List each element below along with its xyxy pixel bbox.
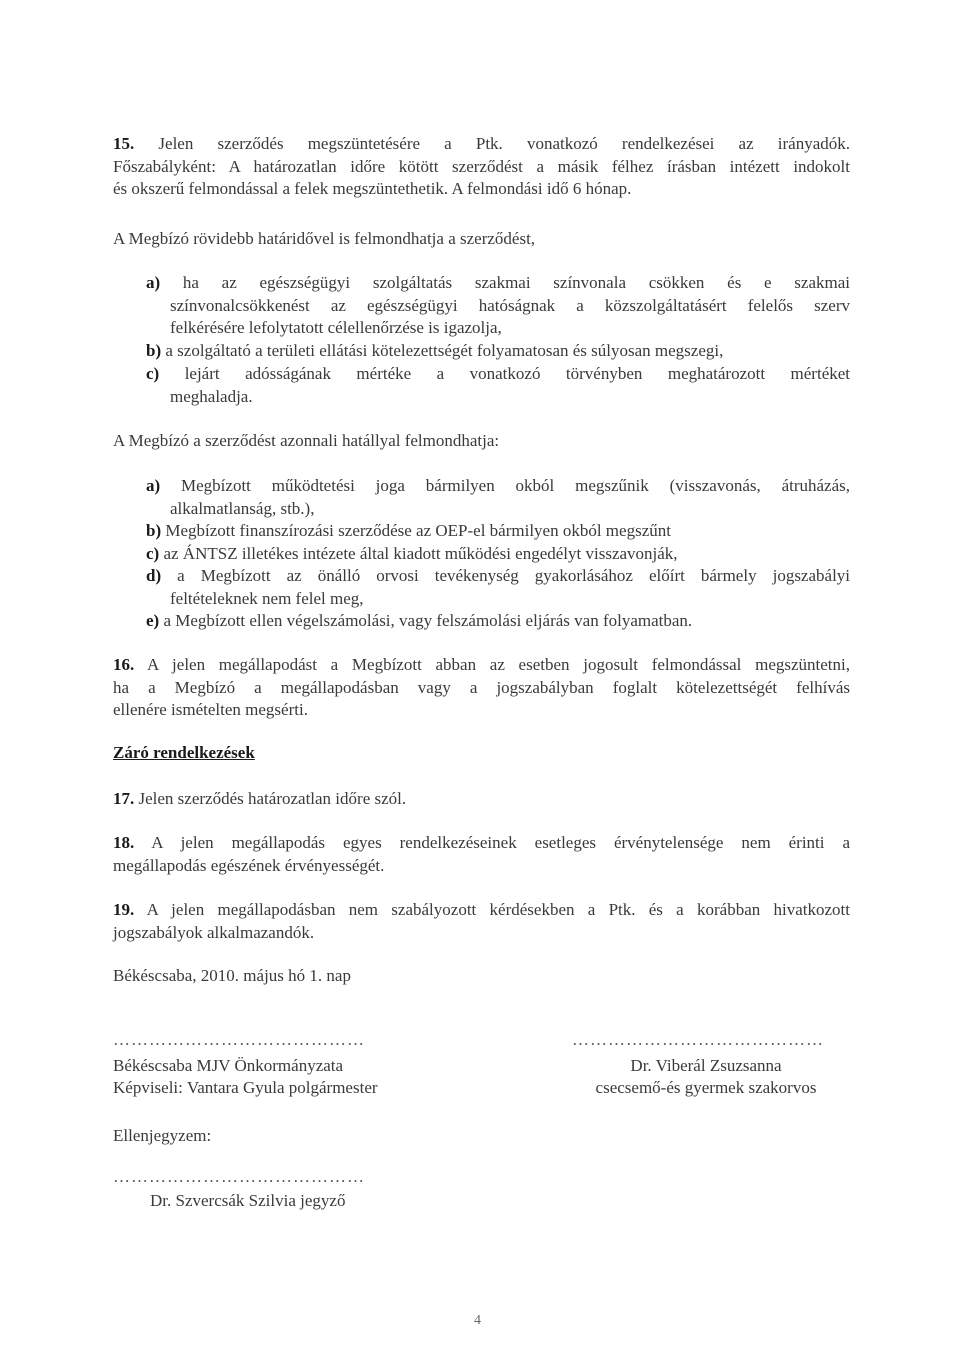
section-16 <box>113 654 850 722</box>
signature-line-right: …………………………………… <box>572 1030 824 1049</box>
list-item-text: feltételeknek nem felel meg, <box>170 588 364 608</box>
section-text: Jelen szerződés megszüntetésére a Ptk. vonatkozó rendelkezései az irányadók. <box>158 134 851 153</box>
list-item-label: c) <box>146 544 160 563</box>
list-item-label: e) <box>146 611 160 630</box>
signature-block-left <box>113 1055 378 1099</box>
section-text: ellenére ismételten megsérti. <box>113 700 308 719</box>
signatory-name: Dr. Viberál Zsuzsanna <box>630 1056 782 1075</box>
list-item-label: a) <box>146 476 161 495</box>
section-text: ha a Megbízó a megállapodásban vagy a jogszabályban foglalt kötelezettségét felhívás <box>113 677 850 697</box>
list-item-text: meghaladja. <box>170 386 253 406</box>
section-text: A jelen megállapodás egyes rendelkezéseinek esetleges érvénytelensége nem érinti a <box>151 833 851 852</box>
immediate-notice-intro: A Megbízó a szerződést azonnali hatállyal felmondhatja: <box>113 431 500 450</box>
closing-provisions-heading: Záró rendelkezések <box>113 743 255 762</box>
list-item-text: felkérésére lefolytatott célellenőrzése is igazolja, <box>170 318 502 337</box>
section-text: A jelen megállapodást a Megbízott abban az esetben jogosult felmondással megszüntetni, <box>147 655 850 674</box>
place-date: Békéscsaba, 2010. május hó 1. nap <box>113 966 351 985</box>
list-item-label: c) <box>146 364 160 383</box>
list-item-text: a Megbízott az önálló orvosi tevékenység gyakorlásához előírt bármely jogszabályi <box>177 566 851 585</box>
section-15-line-2: Főszabályként: A határozatlan időre kötött szerződést a másik félhez írásban intézett indokolt <box>113 156 850 176</box>
section-number: 18. <box>113 833 135 852</box>
section-text: megállapodás egészének érvényességét. <box>113 855 385 875</box>
section-19 <box>113 899 850 944</box>
list-item-label: b) <box>146 521 162 540</box>
list-item <box>146 520 850 543</box>
list-item <box>146 475 850 520</box>
shorter-notice-intro: A Megbízó rövidebb határidővel is felmondhatja a szerződést, <box>113 229 536 248</box>
list-item <box>146 565 850 610</box>
list-item <box>146 272 850 340</box>
list-item-text: a szolgáltató a területi ellátási kötelezettségét folyamatosan és súlyosan megszegi, <box>165 341 724 360</box>
section-15-line-3: és okszerű felmondással a felek megszüntethetik. A felmondási idő 6 hónap. <box>113 179 632 198</box>
section-text: Jelen szerződés határozatlan időre szól. <box>138 789 407 808</box>
section-text: A jelen megállapodásban nem szabályozott kérdésekben a Ptk. és a korábban hivatkozott <box>146 900 850 919</box>
signature-block-right <box>576 1055 836 1099</box>
list-item-text: az ÁNTSZ illetékes intézete által kiadott működési engedélyt visszavonják, <box>163 544 678 563</box>
list-item-label: b) <box>146 341 162 360</box>
section-text: jogszabályok alkalmazandók. <box>113 922 315 942</box>
section-number: 19. <box>113 900 135 919</box>
signature-line-notary: …………………………………… <box>113 1167 365 1186</box>
list-item-text: Megbízott működtetési joga bármilyen okból megszűnik (visszavonás, átruházás, <box>181 476 850 495</box>
list-item-text: ha az egészségügyi szolgáltatás szakmai színvonala csökken és e szakmai <box>182 273 851 292</box>
section-number: 15. <box>113 134 135 153</box>
countersign-label: Ellenjegyzem: <box>113 1126 212 1145</box>
section-15-line-1 <box>113 133 850 156</box>
list-item-text: színvonalcsökkenést az egészségügyi hatóságnak a közszolgáltatásért felelős szerv <box>170 295 850 315</box>
list-item-text: a Megbízott ellen végelszámolási, vagy felszámolási eljárás van folyamatban. <box>163 611 693 630</box>
list-item-text: Megbízott finanszírozási szerződése az OEP-el bármilyen okból megszűnt <box>165 521 671 540</box>
signatory-name: Békéscsaba MJV Önkormányzata <box>113 1056 344 1075</box>
list-item-text: alkalmatlanság, stb.), <box>170 498 315 518</box>
list-item <box>146 543 850 566</box>
list-item-label: d) <box>146 566 162 585</box>
section-15 <box>113 133 850 201</box>
list-item <box>146 363 850 408</box>
list-item <box>146 610 850 633</box>
list-item-text: lejárt adósságának mértéke a vonatkozó törvényben meghatározott mértéket <box>184 364 851 383</box>
page-number: 4 <box>474 1313 481 1328</box>
signatory-title: Képviseli: Vantara Gyula polgármester <box>113 1078 378 1097</box>
list-item-label: a) <box>146 273 161 292</box>
section-number: 17. <box>113 789 135 808</box>
signatory-name-notary: Dr. Szvercsák Szilvia jegyző <box>150 1191 346 1210</box>
list-item <box>146 340 850 363</box>
signature-line-left: …………………………………… <box>113 1030 365 1049</box>
section-17 <box>113 788 850 811</box>
signatory-title: csecsemő-és gyermek szakorvos <box>595 1078 817 1097</box>
section-18 <box>113 832 850 877</box>
section-number: 16. <box>113 655 135 674</box>
